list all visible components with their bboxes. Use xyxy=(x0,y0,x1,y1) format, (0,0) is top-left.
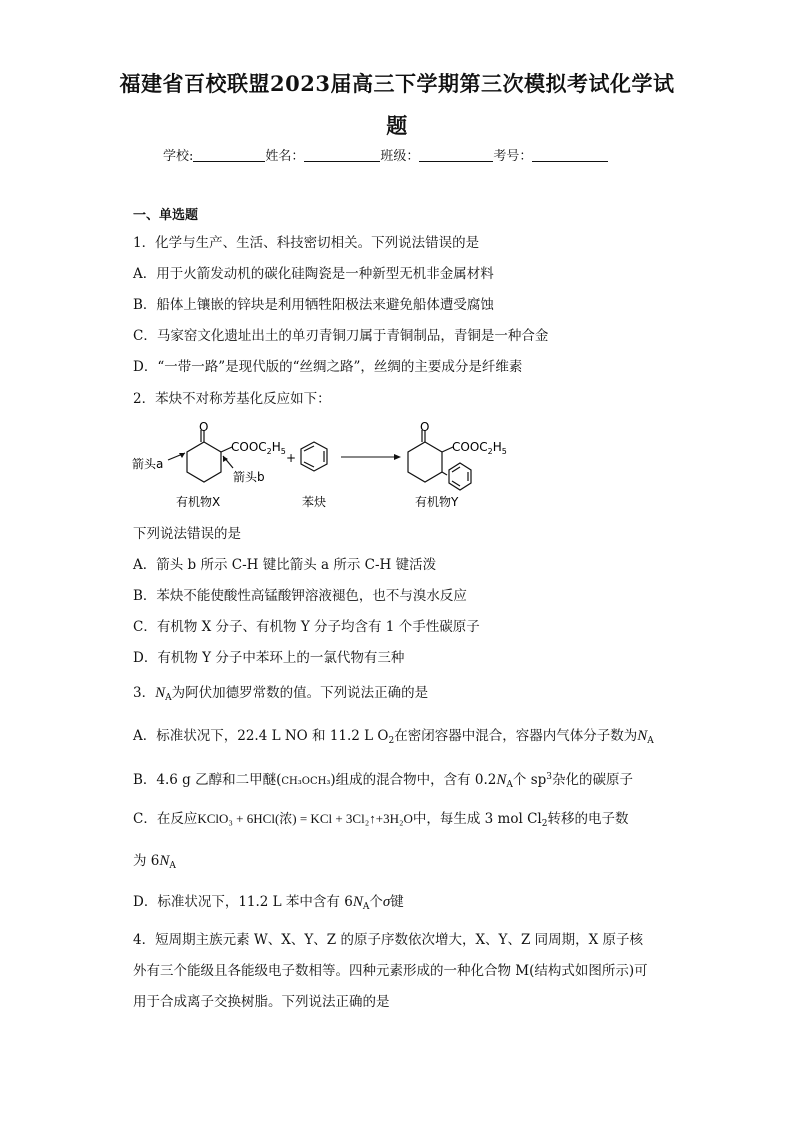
q3-option-a[interactable]: A．标准状况下，22.4 L NO 和 11.2 L $O_2$在密闭容器中混合，容器内气体分子数为$N_A$ xyxy=(133,728,654,746)
q3-option-c[interactable]: C．在反应KClO₃ + 6HCl(浓) = KCl + 3Cl₂↑+3H₂O中，每生成 3 mol $Cl_2$转移的电子数 xyxy=(133,811,629,829)
q4-stem-line2: 外有三个能级且各能级电子数相等。四种元素形成的一种化合物 M(结构式如图所示)可 xyxy=(133,963,648,979)
name-label: 姓名： xyxy=(265,149,305,164)
label-benzyne: 苯炔 xyxy=(302,495,327,509)
q3-option-b[interactable]: B．4.6 g 乙醇和二甲醚(CH₃OCH₃)组成的混合物中，含有 $0.2N_A$个 $sp^3$杂化的碳原子 xyxy=(133,772,634,790)
school-blank[interactable] xyxy=(193,147,265,162)
q1-option-a[interactable]: A．用于火箭发动机的碳化硅陶瓷是一种新型无机非金属材料 xyxy=(133,266,494,282)
number-blank[interactable] xyxy=(532,147,608,162)
q2-option-a[interactable]: A．箭头 b 所示 C-H 键比箭头 a 所示 C-H 键活泼 xyxy=(133,557,437,573)
q3-option-d[interactable]: D．标准状况下，11.2 L 苯中含有 $6N_A$个σ键 xyxy=(133,894,404,912)
q1-option-d[interactable]: D．“一带一路”是现代版的“丝绸之路”，丝绸的主要成分是纤维素 xyxy=(133,359,523,375)
q3-option-c-continued: 为 $6N_A$ xyxy=(133,853,176,871)
q1-option-c[interactable]: C．马家窑文化遗址出土的单刃青铜刀属于青铜制品，青铜是一种合金 xyxy=(133,328,549,344)
name-blank[interactable] xyxy=(304,147,380,162)
plus-sign: + xyxy=(286,451,297,465)
q1-option-b[interactable]: B．船体上镶嵌的锌块是利用牺牲阳极法来避免船体遭受腐蚀 xyxy=(133,297,494,313)
x-ester-group: $COOC_2H_5$ xyxy=(231,440,286,456)
q4-stem-line1: 4．短周期主族元素 W、X、Y、Z 的原子序数依次增大，X、Y、Z 同周期，X 原子核 xyxy=(133,932,644,948)
q2-option-c[interactable]: C．有机物 X 分子、有机物 Y 分子均含有 1 个手性碳原子 xyxy=(133,619,480,635)
student-info-row xyxy=(163,145,608,164)
q2-stem: 2．苯炔不对称芳基化反应如下： xyxy=(133,391,331,407)
exam-title-line2: 题 xyxy=(386,113,408,138)
q4-stem-line3: 用于合成离子交换树脂。下列说法正确的是 xyxy=(133,994,390,1010)
label-compound-y: 有机物Y xyxy=(415,495,459,509)
label-compound-x: 有机物X xyxy=(176,495,221,509)
reaction-scheme xyxy=(130,420,530,515)
x-carbonyl-oxygen: O xyxy=(199,420,209,434)
q1-stem: 1．化学与生产、生活、科技密切相关。下列说法错误的是 xyxy=(133,235,480,251)
q3-stem: 3．$N_A$为阿伏加德罗常数的值。下列说法正确的是 xyxy=(133,685,429,703)
school-label: 学校: xyxy=(163,149,194,164)
class-label: 班级： xyxy=(380,149,420,164)
section-heading: 一、单选题 xyxy=(133,208,199,223)
class-blank[interactable] xyxy=(419,147,493,162)
arrow-a-label: 箭头a xyxy=(132,457,164,471)
number-label: 考号： xyxy=(493,149,533,164)
y-carbonyl-oxygen: O xyxy=(420,420,430,434)
q2-option-b[interactable]: B．苯炔不能使酸性高锰酸钾溶液褪色，也不与溴水反应 xyxy=(133,588,467,604)
exam-title-line1: 福建省百校联盟2023届高三下学期第三次模拟考试化学试 xyxy=(119,71,675,96)
y-ester-group: $COOC_2H_5$ xyxy=(452,440,507,456)
q2-option-d[interactable]: D．有机物 Y 分子中苯环上的一氯代物有三种 xyxy=(133,650,405,666)
arrow-b-label: 箭头b xyxy=(233,470,265,484)
q2-prompt: 下列说法错误的是 xyxy=(133,526,241,542)
